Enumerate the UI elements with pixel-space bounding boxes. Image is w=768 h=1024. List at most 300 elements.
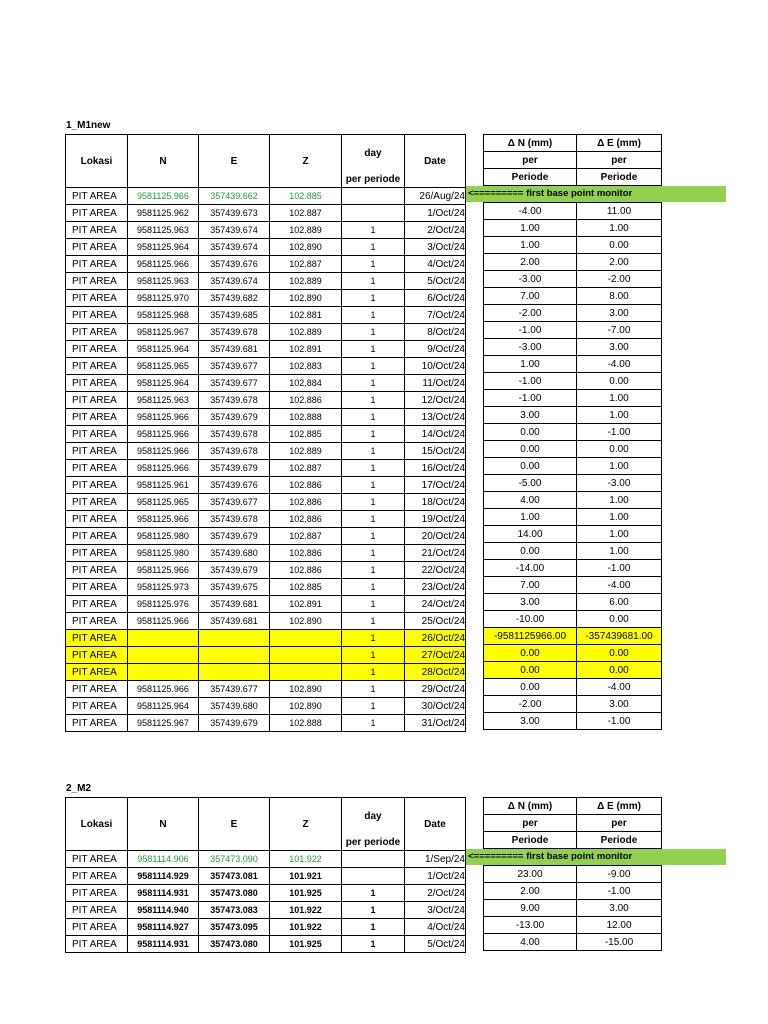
cell-n: 9581125.967 — [128, 715, 199, 732]
table-row — [66, 358, 466, 375]
cell-z: 101.922 — [270, 902, 342, 919]
cell-date: 16/Oct/24 — [405, 460, 466, 477]
cell-day — [342, 188, 405, 205]
cell-e: 357439.680 — [199, 545, 270, 562]
cell-delta-n: 9.00 — [484, 900, 577, 917]
cell-delta-e: 1.00 — [577, 220, 662, 237]
table-row — [484, 594, 662, 611]
cell-delta-n: 1.00 — [484, 237, 577, 254]
cell-delta-n: -5.00 — [484, 475, 577, 492]
cell-day: 1 — [342, 256, 405, 273]
cell-n: 9581125.961 — [128, 477, 199, 494]
cell-day: 1 — [342, 358, 405, 375]
cell-n: 9581125.966 — [128, 511, 199, 528]
table-row — [484, 271, 662, 288]
cell-delta-e: -1.00 — [577, 424, 662, 441]
cell-lokasi: PIT AREA — [66, 443, 128, 460]
cell-z: 102.887 — [270, 256, 342, 273]
cell-date: 26/Oct/24 — [405, 630, 466, 647]
cell-day: 1 — [342, 273, 405, 290]
cell-e: 357473.080 — [199, 885, 270, 902]
cell-e: 357473.090 — [199, 851, 270, 868]
cell-n: 9581125.966 — [128, 256, 199, 273]
cell-date: 17/Oct/24 — [405, 477, 466, 494]
header-delta-e: Δ E (mm) — [577, 798, 662, 815]
table-row — [66, 494, 466, 511]
cell-date: 2/Oct/24 — [405, 222, 466, 239]
table-row — [484, 662, 662, 679]
cell-day: 1 — [342, 426, 405, 443]
table-row — [66, 647, 466, 664]
cell-delta-n: -14.00 — [484, 560, 577, 577]
table-row — [66, 868, 466, 885]
cell-e: 357439.679 — [199, 409, 270, 426]
header-e: E — [199, 798, 270, 851]
header-delta-n-periode: Periode — [484, 832, 577, 849]
table-row — [66, 460, 466, 477]
cell-lokasi: PIT AREA — [66, 290, 128, 307]
cell-n: 9581125.970 — [128, 290, 199, 307]
header-per-periode: per periode — [342, 834, 405, 851]
cell-day: 1 — [342, 936, 405, 953]
cell-n: 9581125.976 — [128, 596, 199, 613]
cell-date: 14/Oct/24 — [405, 426, 466, 443]
header-n: N — [128, 798, 199, 851]
cell-day: 1 — [342, 545, 405, 562]
cell-delta-e: 3.00 — [577, 339, 662, 356]
cell-z: 102.886 — [270, 392, 342, 409]
header-delta-e: Δ E (mm) — [577, 135, 662, 152]
cell-z: 102.889 — [270, 324, 342, 341]
cell-delta-e: 11.00 — [577, 203, 662, 220]
cell-n: 9581125.964 — [128, 375, 199, 392]
cell-n: 9581125.963 — [128, 273, 199, 290]
cell-date: 25/Oct/24 — [405, 613, 466, 630]
cell-e — [199, 647, 270, 664]
cell-e: 357439.662 — [199, 188, 270, 205]
table-row — [66, 409, 466, 426]
cell-delta-n: -10.00 — [484, 611, 577, 628]
cell-day: 1 — [342, 596, 405, 613]
cell-e: 357439.679 — [199, 528, 270, 545]
cell-delta-n: 1.00 — [484, 220, 577, 237]
header-delta-n: Δ N (mm) — [484, 798, 577, 815]
cell-n: 9581114.931 — [128, 936, 199, 953]
cell-n: 9581125.965 — [128, 494, 199, 511]
cell-date: 18/Oct/24 — [405, 494, 466, 511]
cell-lokasi: PIT AREA — [66, 596, 128, 613]
table-row — [484, 679, 662, 696]
cell-e: 357439.679 — [199, 460, 270, 477]
cell-lokasi: PIT AREA — [66, 885, 128, 902]
cell-day: 1 — [342, 698, 405, 715]
cell-date: 21/Oct/24 — [405, 545, 466, 562]
cell-date: 30/Oct/24 — [405, 698, 466, 715]
table-row — [484, 339, 662, 356]
cell-delta-e: 0.00 — [577, 237, 662, 254]
table-row — [66, 613, 466, 630]
cell-day — [342, 868, 405, 885]
cell-n: 9581125.968 — [128, 307, 199, 324]
cell-e: 357473.083 — [199, 902, 270, 919]
cell-z: 102.888 — [270, 409, 342, 426]
first-base-point-banner: <========= first base point monitor — [466, 186, 726, 202]
cell-delta-e: 1.00 — [577, 407, 662, 424]
table-row — [66, 579, 466, 596]
table-row — [484, 628, 662, 645]
cell-delta-n: 14.00 — [484, 526, 577, 543]
cell-delta-e: -4.00 — [577, 577, 662, 594]
cell-delta-e: 2.00 — [577, 254, 662, 271]
cell-lokasi: PIT AREA — [66, 698, 128, 715]
cell-lokasi: PIT AREA — [66, 273, 128, 290]
cell-date: 5/Oct/24 — [405, 936, 466, 953]
cell-z: 101.922 — [270, 919, 342, 936]
table-row — [484, 373, 662, 390]
header-lokasi: Lokasi — [66, 135, 128, 188]
cell-z: 102.883 — [270, 358, 342, 375]
cell-n: 9581125.964 — [128, 698, 199, 715]
cell-date: 27/Oct/24 — [405, 647, 466, 664]
cell-z: 102.886 — [270, 477, 342, 494]
cell-e: 357439.681 — [199, 341, 270, 358]
cell-z — [270, 630, 342, 647]
cell-delta-n: 2.00 — [484, 254, 577, 271]
cell-n — [128, 630, 199, 647]
cell-date: 5/Oct/24 — [405, 273, 466, 290]
cell-e: 357439.680 — [199, 698, 270, 715]
table-row — [484, 288, 662, 305]
cell-day: 1 — [342, 647, 405, 664]
table-row — [484, 917, 662, 934]
table-row — [66, 936, 466, 953]
cell-day — [342, 851, 405, 868]
cell-n: 9581114.927 — [128, 919, 199, 936]
cell-day: 1 — [342, 579, 405, 596]
table-row — [484, 577, 662, 594]
cell-delta-n: 3.00 — [484, 594, 577, 611]
header-z: Z — [270, 798, 342, 851]
cell-n: 9581125.980 — [128, 528, 199, 545]
cell-lokasi: PIT AREA — [66, 392, 128, 409]
cell-delta-e: -7.00 — [577, 322, 662, 339]
cell-date: 15/Oct/24 — [405, 443, 466, 460]
table-row — [66, 477, 466, 494]
table-row — [66, 919, 466, 936]
table-row — [66, 596, 466, 613]
header-day: day — [342, 135, 405, 172]
table-row — [66, 528, 466, 545]
table-row — [66, 851, 466, 868]
table-row — [66, 545, 466, 562]
cell-date: 19/Oct/24 — [405, 511, 466, 528]
table-row — [484, 526, 662, 543]
cell-e — [199, 664, 270, 681]
cell-day — [342, 205, 405, 222]
cell-n: 9581125.967 — [128, 324, 199, 341]
table-row — [484, 203, 662, 220]
cell-lokasi: PIT AREA — [66, 664, 128, 681]
cell-delta-e: 6.00 — [577, 594, 662, 611]
cell-n: 9581114.929 — [128, 868, 199, 885]
cell-n: 9581125.980 — [128, 545, 199, 562]
cell-z: 102.886 — [270, 545, 342, 562]
cell-z: 102.889 — [270, 273, 342, 290]
cell-e: 357439.674 — [199, 239, 270, 256]
cell-delta-n: 4.00 — [484, 492, 577, 509]
cell-z: 102.891 — [270, 341, 342, 358]
cell-delta-n: -1.00 — [484, 373, 577, 390]
cell-day: 1 — [342, 562, 405, 579]
cell-day: 1 — [342, 341, 405, 358]
cell-lokasi: PIT AREA — [66, 613, 128, 630]
cell-delta-n: 0.00 — [484, 424, 577, 441]
cell-z: 102.881 — [270, 307, 342, 324]
cell-delta-n: 3.00 — [484, 407, 577, 424]
cell-n: 9581125.962 — [128, 205, 199, 222]
cell-delta-n: -2.00 — [484, 305, 577, 322]
delta-table-2 — [483, 797, 662, 951]
header-lokasi: Lokasi — [66, 798, 128, 851]
cell-date: 11/Oct/24 — [405, 375, 466, 392]
cell-lokasi: PIT AREA — [66, 222, 128, 239]
table-row — [484, 237, 662, 254]
cell-date: 3/Oct/24 — [405, 239, 466, 256]
cell-date: 1/Oct/24 — [405, 868, 466, 885]
cell-day: 1 — [342, 885, 405, 902]
cell-n — [128, 647, 199, 664]
cell-delta-e: -1.00 — [577, 883, 662, 900]
cell-delta-n: -3.00 — [484, 271, 577, 288]
table-row — [484, 645, 662, 662]
cell-date: 6/Oct/24 — [405, 290, 466, 307]
cell-date: 23/Oct/24 — [405, 579, 466, 596]
cell-z: 102.885 — [270, 426, 342, 443]
cell-date: 7/Oct/24 — [405, 307, 466, 324]
table-row — [66, 341, 466, 358]
cell-date: 26/Aug/24 — [405, 188, 466, 205]
cell-delta-e: 3.00 — [577, 305, 662, 322]
table-row — [66, 273, 466, 290]
cell-delta-e: 1.00 — [577, 526, 662, 543]
cell-lokasi: PIT AREA — [66, 630, 128, 647]
cell-lokasi: PIT AREA — [66, 562, 128, 579]
cell-delta-e: 8.00 — [577, 288, 662, 305]
cell-date: 3/Oct/24 — [405, 902, 466, 919]
cell-z: 102.891 — [270, 596, 342, 613]
cell-z: 101.925 — [270, 936, 342, 953]
cell-e: 357439.676 — [199, 256, 270, 273]
cell-delta-e: 0.00 — [577, 611, 662, 628]
table-row — [484, 934, 662, 951]
cell-e: 357439.677 — [199, 494, 270, 511]
cell-delta-n: 4.00 — [484, 934, 577, 951]
cell-delta-n: -3.00 — [484, 339, 577, 356]
table-row — [484, 220, 662, 237]
cell-e: 357439.677 — [199, 681, 270, 698]
cell-z: 102.890 — [270, 698, 342, 715]
table-row — [66, 290, 466, 307]
cell-e: 357439.678 — [199, 324, 270, 341]
cell-lokasi: PIT AREA — [66, 477, 128, 494]
cell-lokasi: PIT AREA — [66, 851, 128, 868]
cell-delta-e: 0.00 — [577, 441, 662, 458]
header-date: Date — [405, 798, 466, 851]
cell-e: 357439.675 — [199, 579, 270, 596]
cell-z: 102.886 — [270, 511, 342, 528]
header-e: E — [199, 135, 270, 188]
cell-delta-n: 3.00 — [484, 713, 577, 730]
header-delta-n-periode: Periode — [484, 169, 577, 186]
cell-delta-e: -1.00 — [577, 713, 662, 730]
cell-lokasi: PIT AREA — [66, 647, 128, 664]
header-delta-n: Δ N (mm) — [484, 135, 577, 152]
cell-e: 357439.673 — [199, 205, 270, 222]
survey-table-2 — [65, 797, 466, 953]
cell-delta-n: 1.00 — [484, 356, 577, 373]
cell-date: 24/Oct/24 — [405, 596, 466, 613]
cell-delta-e: -1.00 — [577, 560, 662, 577]
cell-day: 1 — [342, 460, 405, 477]
cell-date: 4/Oct/24 — [405, 919, 466, 936]
cell-delta-e: -357439681.00 — [577, 628, 662, 645]
cell-day: 1 — [342, 902, 405, 919]
header-delta-e-per: per — [577, 815, 662, 832]
cell-e: 357439.679 — [199, 562, 270, 579]
cell-z: 102.885 — [270, 188, 342, 205]
cell-z — [270, 647, 342, 664]
cell-z: 102.890 — [270, 681, 342, 698]
cell-delta-n: 0.00 — [484, 645, 577, 662]
cell-z: 102.884 — [270, 375, 342, 392]
table-row — [66, 307, 466, 324]
cell-n — [128, 664, 199, 681]
cell-delta-n: 0.00 — [484, 441, 577, 458]
cell-day: 1 — [342, 239, 405, 256]
table-row — [484, 543, 662, 560]
cell-lokasi: PIT AREA — [66, 375, 128, 392]
cell-date: 2/Oct/24 — [405, 885, 466, 902]
cell-date: 4/Oct/24 — [405, 256, 466, 273]
cell-n: 9581125.973 — [128, 579, 199, 596]
cell-z: 102.890 — [270, 239, 342, 256]
cell-day: 1 — [342, 664, 405, 681]
table-row — [66, 902, 466, 919]
cell-lokasi: PIT AREA — [66, 919, 128, 936]
cell-delta-e: 1.00 — [577, 492, 662, 509]
table-row — [484, 322, 662, 339]
cell-delta-e: -3.00 — [577, 475, 662, 492]
cell-day: 1 — [342, 630, 405, 647]
table-row — [66, 375, 466, 392]
cell-e: 357473.095 — [199, 919, 270, 936]
cell-delta-n: -2.00 — [484, 696, 577, 713]
cell-n: 9581125.966 — [128, 681, 199, 698]
cell-lokasi: PIT AREA — [66, 579, 128, 596]
table-row — [484, 883, 662, 900]
cell-n: 9581125.963 — [128, 392, 199, 409]
cell-z: 102.888 — [270, 715, 342, 732]
cell-delta-n: 23.00 — [484, 866, 577, 883]
table-row — [66, 392, 466, 409]
cell-n: 9581125.964 — [128, 239, 199, 256]
cell-z: 101.925 — [270, 885, 342, 902]
cell-e: 357439.674 — [199, 222, 270, 239]
cell-e: 357439.678 — [199, 392, 270, 409]
table-row — [66, 885, 466, 902]
table-row — [484, 611, 662, 628]
cell-delta-e: 1.00 — [577, 458, 662, 475]
header-delta-n-per: per — [484, 152, 577, 169]
table-row — [484, 492, 662, 509]
cell-delta-e: 12.00 — [577, 917, 662, 934]
cell-n: 9581125.966 — [128, 460, 199, 477]
cell-delta-e: -15.00 — [577, 934, 662, 951]
cell-e: 357439.677 — [199, 375, 270, 392]
cell-n: 9581125.966 — [128, 443, 199, 460]
cell-z: 102.886 — [270, 562, 342, 579]
cell-delta-n: -4.00 — [484, 203, 577, 220]
cell-day: 1 — [342, 681, 405, 698]
header-day: day — [342, 798, 405, 835]
table-row — [66, 443, 466, 460]
survey-table-1 — [65, 134, 466, 732]
cell-delta-e: 0.00 — [577, 645, 662, 662]
cell-delta-e: 3.00 — [577, 900, 662, 917]
table-row — [484, 475, 662, 492]
cell-delta-n: 0.00 — [484, 458, 577, 475]
table-row — [484, 390, 662, 407]
cell-lokasi: PIT AREA — [66, 868, 128, 885]
cell-delta-e: -2.00 — [577, 271, 662, 288]
header-delta-e-periode: Periode — [577, 832, 662, 849]
cell-delta-n: -9581125966.00 — [484, 628, 577, 645]
cell-n: 9581125.966 — [128, 613, 199, 630]
table-row — [66, 562, 466, 579]
cell-z: 102.886 — [270, 494, 342, 511]
table-row — [484, 696, 662, 713]
cell-n: 9581114.931 — [128, 885, 199, 902]
cell-day: 1 — [342, 919, 405, 936]
cell-delta-n: 1.00 — [484, 509, 577, 526]
cell-z: 102.887 — [270, 460, 342, 477]
cell-date: 9/Oct/24 — [405, 341, 466, 358]
cell-day: 1 — [342, 392, 405, 409]
cell-lokasi: PIT AREA — [66, 902, 128, 919]
cell-delta-n: -1.00 — [484, 390, 577, 407]
cell-date: 1/Oct/24 — [405, 205, 466, 222]
cell-e: 357439.678 — [199, 426, 270, 443]
cell-e: 357473.081 — [199, 868, 270, 885]
cell-date: 10/Oct/24 — [405, 358, 466, 375]
first-base-point-banner: <========= first base point monitor — [466, 849, 726, 865]
cell-delta-e: -4.00 — [577, 356, 662, 373]
cell-lokasi: PIT AREA — [66, 681, 128, 698]
cell-date: 8/Oct/24 — [405, 324, 466, 341]
table-row — [66, 222, 466, 239]
cell-n: 9581125.966 — [128, 409, 199, 426]
cell-lokasi: PIT AREA — [66, 460, 128, 477]
cell-lokasi: PIT AREA — [66, 239, 128, 256]
cell-delta-e: 0.00 — [577, 373, 662, 390]
table-row — [484, 424, 662, 441]
table-row — [66, 698, 466, 715]
cell-z: 102.887 — [270, 205, 342, 222]
section-title-2: 2_M2 — [66, 783, 92, 794]
header-delta-e-per: per — [577, 152, 662, 169]
cell-day: 1 — [342, 324, 405, 341]
cell-lokasi: PIT AREA — [66, 409, 128, 426]
